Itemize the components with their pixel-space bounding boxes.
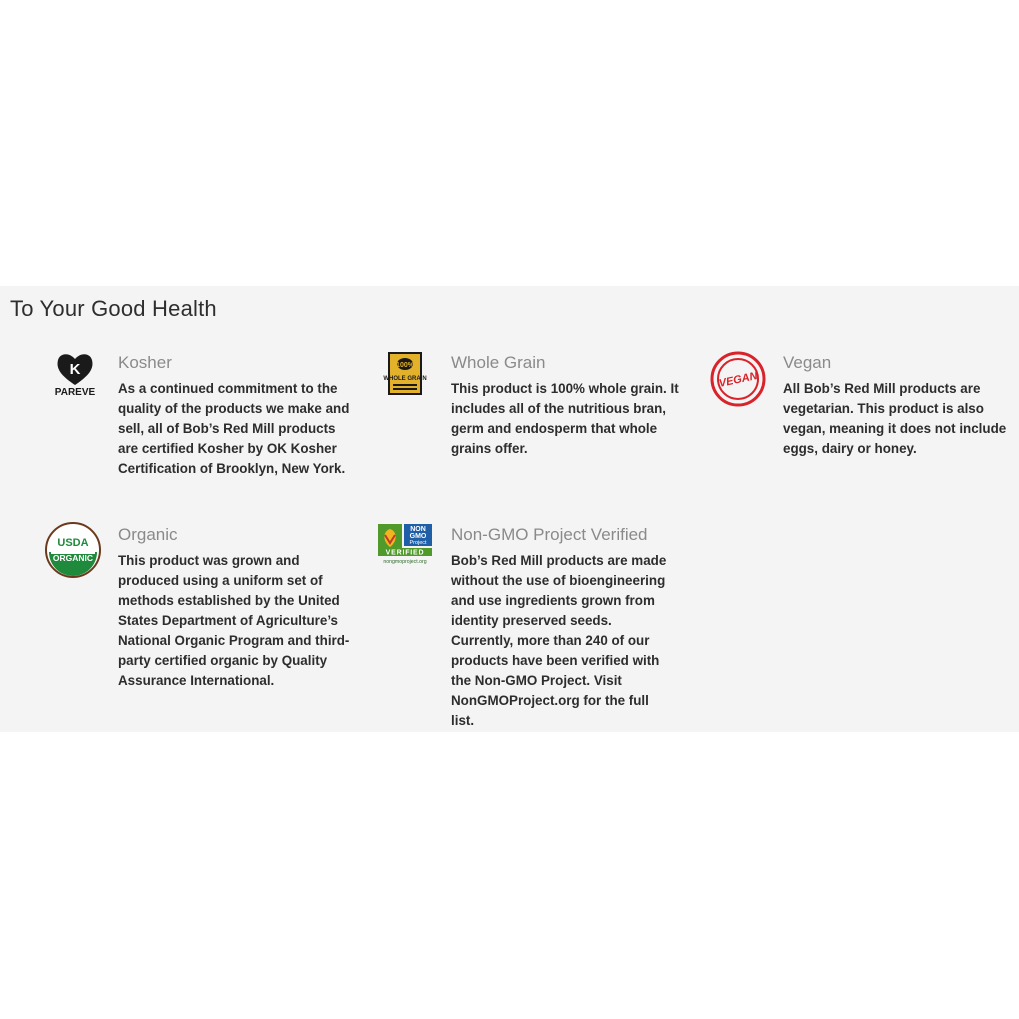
nongmo-icon-url: nongmoproject.org: [383, 559, 427, 565]
feature-vegan: [783, 353, 1015, 459]
feature-body-organic: This product was grown and produced using a uniform set of methods established by the United States Department of Agriculture’s National Organic Program and third-party certified organic by Quality Assurance International.: [118, 553, 350, 688]
non-gmo-project-icon: [377, 523, 433, 565]
vegan-icon-label: VEGAN: [717, 370, 759, 390]
kosher-icon-label: PAREVE: [54, 387, 96, 398]
feature-body-non-gmo: Bob’s Red Mill products are made without the use of bioengineering and use ingredients grown from identity preserved seeds. Currently, more than 240 of our products have been verified with the Non-GMO Project. Visit NonGMOProject.org for the full list.: [451, 553, 667, 728]
feature-title-whole-grain: Whole Grain: [451, 353, 546, 372]
feature-body-kosher: As a continued commitment to the quality of the products we make and sell, all of Bob’s Red Mill products are certified Kosher by OK Kosher Certification of Brooklyn, New York.: [118, 381, 350, 476]
usda-organic-seal-icon: [45, 522, 101, 578]
nongmo-icon-verified: VERIFIED: [385, 549, 425, 557]
feature-whole-grain: [451, 353, 691, 459]
kosher-pareve-icon: [52, 350, 98, 398]
usda-icon-bottom: ORGANIC: [52, 553, 94, 563]
whole-grain-icon-top: 100%: [396, 362, 414, 369]
feature-kosher: [118, 353, 358, 479]
vegan-stamp-icon: [710, 351, 766, 407]
feature-organic: [118, 525, 358, 691]
whole-grain-icon-main: WHOLE GRAIN: [383, 376, 427, 382]
feature-non-gmo: [451, 525, 673, 731]
usda-icon-top: USDA: [57, 537, 89, 549]
feature-body-whole-grain: This product is 100% whole grain. It includes all of the nutritious bran, germ and endosperm that whole grains offer.: [451, 381, 679, 456]
feature-title-kosher: Kosher: [118, 353, 172, 372]
section-title: To Your Good Health: [10, 296, 217, 321]
svg-text:K: K: [69, 361, 81, 378]
feature-title-organic: Organic: [118, 525, 178, 544]
nongmo-icon-project: Project: [409, 540, 427, 546]
feature-body-vegan: All Bob’s Red Mill products are vegetarian. This product is also vegan, meaning it does not include eggs, dairy or honey.: [783, 381, 1007, 456]
feature-title-vegan: Vegan: [783, 353, 832, 372]
nongmo-icon-gmo: GMO: [409, 533, 427, 540]
feature-title-non-gmo: Non-GMO Project Verified: [451, 525, 648, 544]
whole-grain-stamp-icon: [383, 351, 427, 396]
nongmo-icon-non: NON: [410, 526, 426, 533]
